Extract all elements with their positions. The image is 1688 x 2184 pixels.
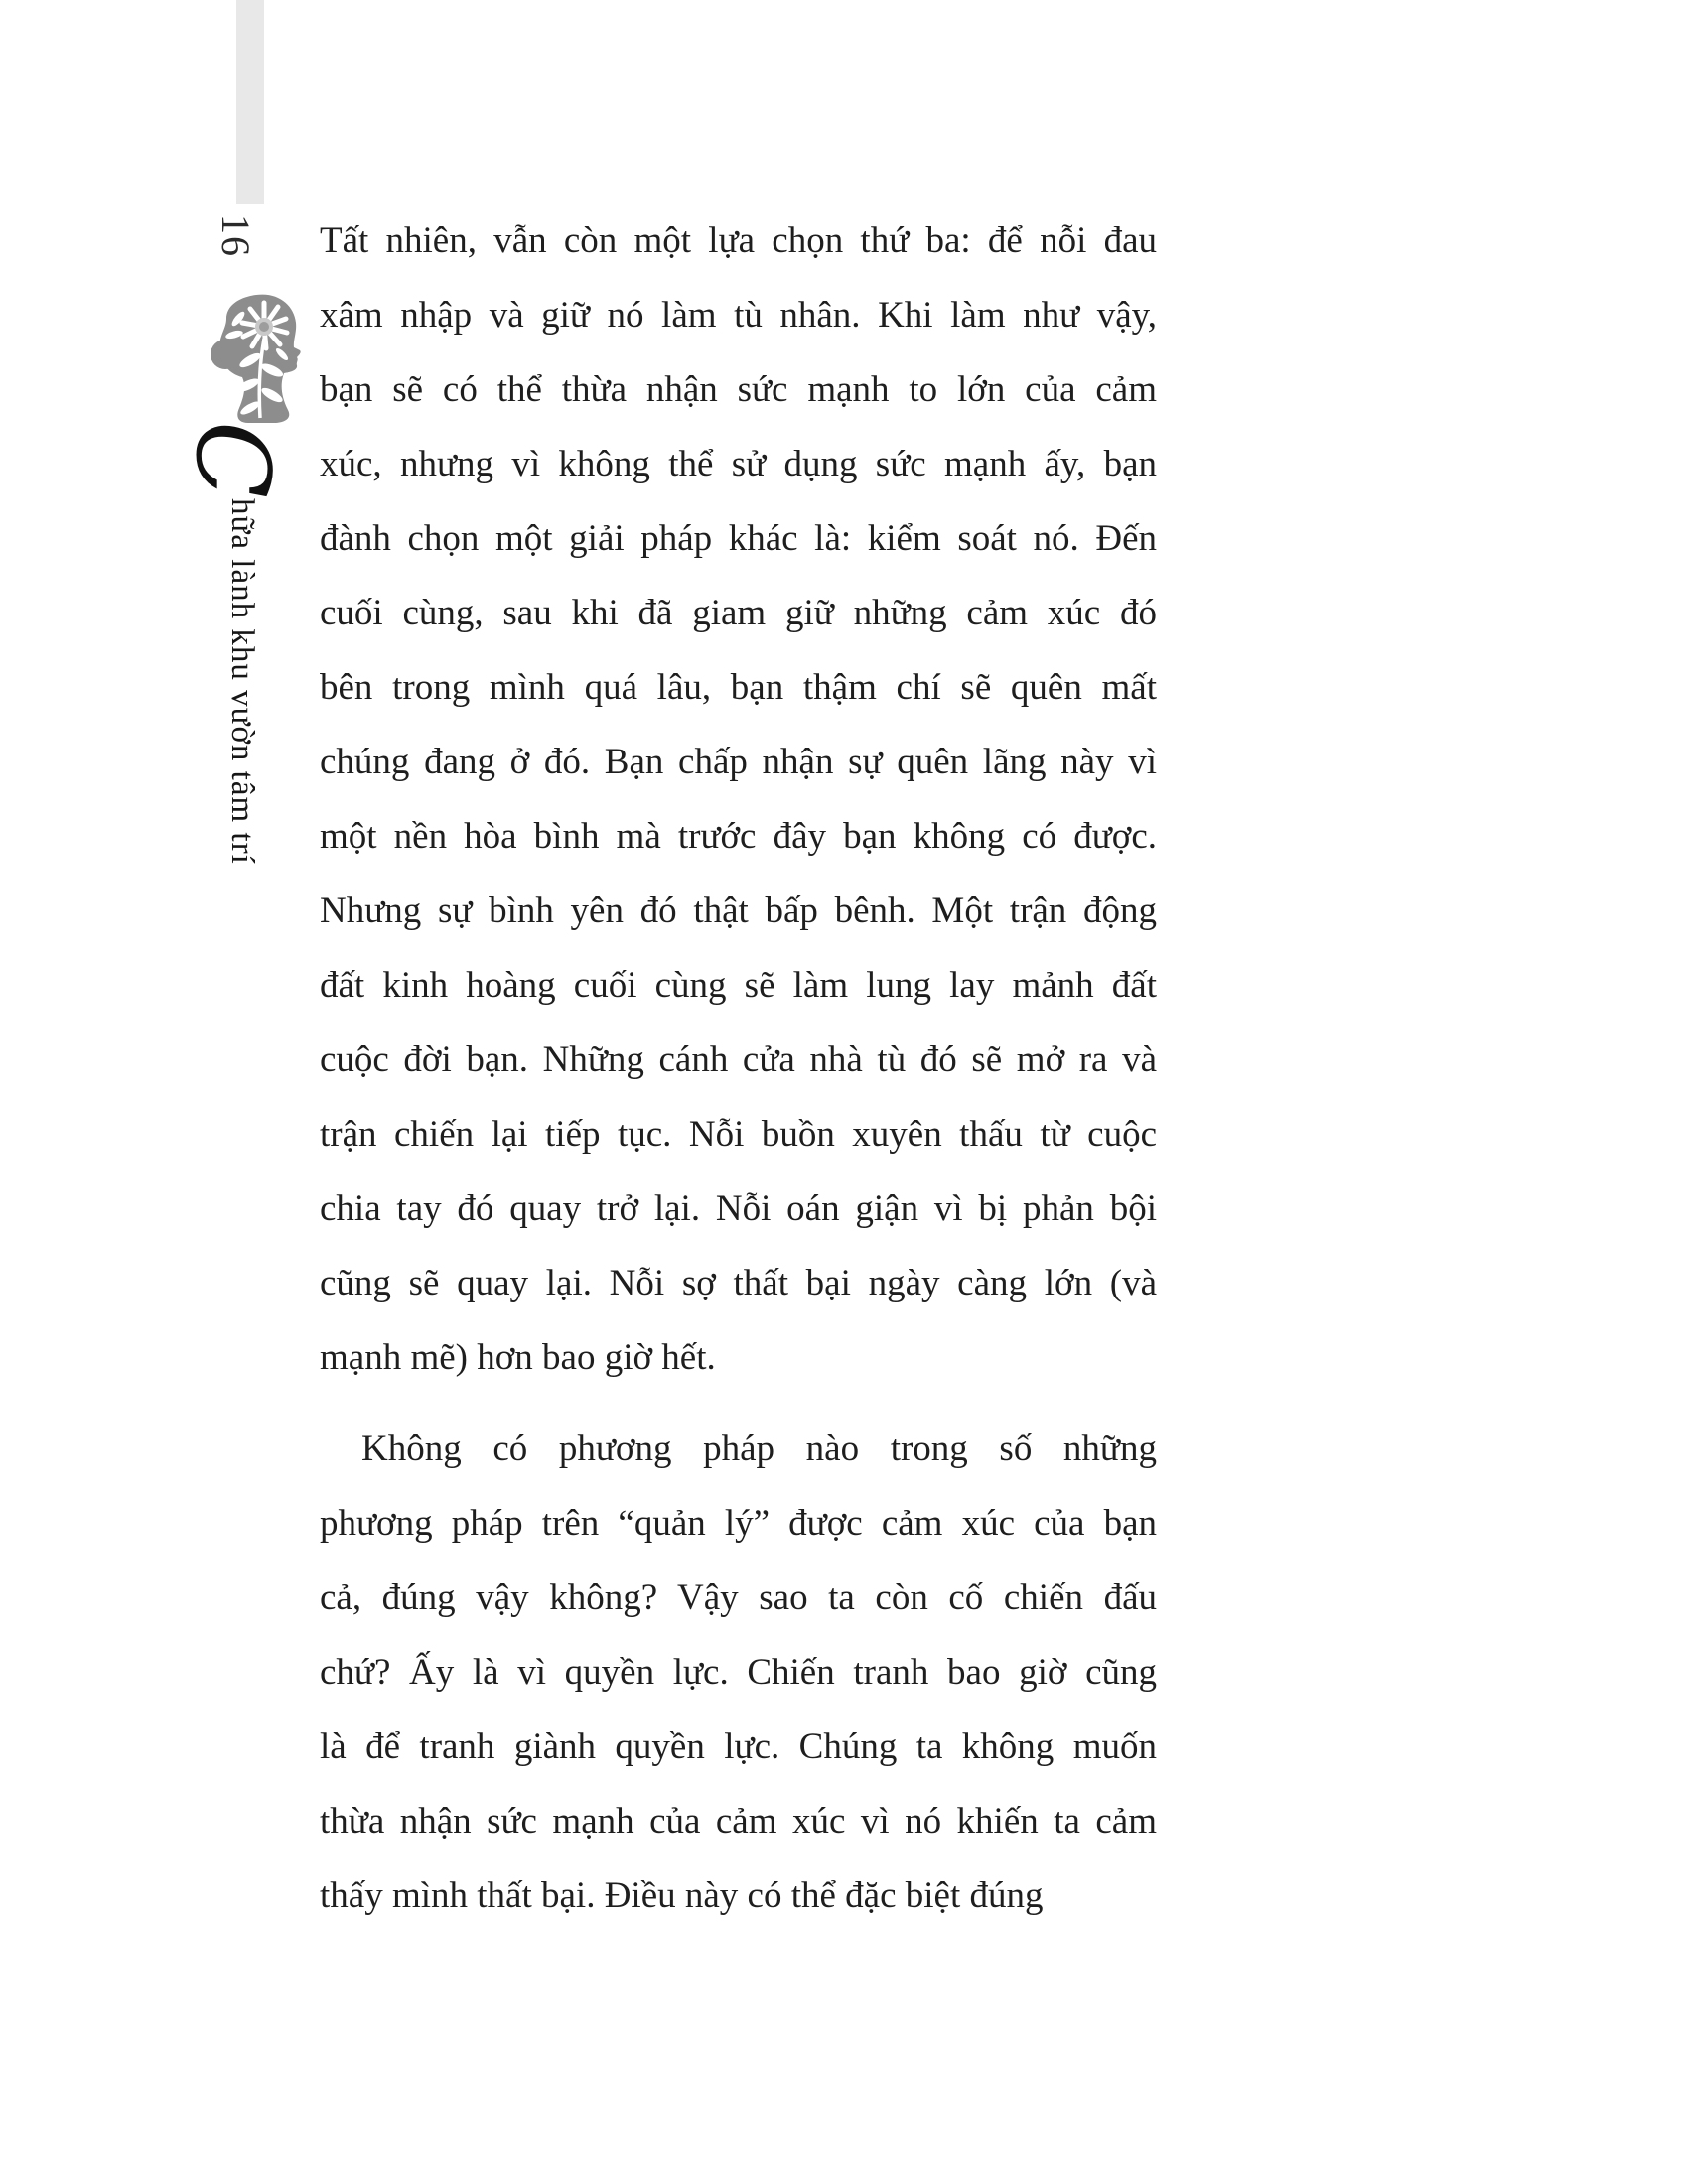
text-line: cuối cùng, sau khi đã giam giữ những cảm xúc đó [320, 593, 1157, 633]
text-line: đất kinh hoàng cuối cùng sẽ làm lung lay mảnh đất [320, 965, 1157, 1006]
text-line: cả, đúng vậy không? Vậy sao ta còn cố chiến đấu [320, 1577, 1157, 1618]
text-line: Tất nhiên, vẫn còn một lựa chọn thứ ba: để nỗi đau [320, 220, 1157, 261]
text-line: một nền hòa bình mà trước đây bạn không có được. [320, 816, 1157, 857]
text-line: Nhưng sự bình yên đó thật bấp bênh. Một trận động [320, 890, 1157, 931]
text-line: thấy mình thất bại. Điều này có thể đặc biệt đúng [320, 1875, 1044, 1916]
book-title: hữa lành khu vườn tâm trí [224, 498, 260, 865]
text-line: xâm nhập và giữ nó làm tù nhân. Khi làm như vậy, [320, 295, 1157, 336]
body-text [320, 204, 1157, 1933]
chapter-marker-bar [236, 0, 264, 204]
text-line: là để tranh giành quyền lực. Chúng ta không muốn [320, 1726, 1157, 1767]
text-line: xúc, nhưng vì không thể sử dụng sức mạnh ấy, bạn [320, 444, 1157, 484]
text-line: trận chiến lại tiếp tục. Nỗi buồn xuyên thấu từ cuộc [320, 1114, 1157, 1155]
text-line: Không có phương pháp nào trong số những [361, 1429, 1157, 1469]
paragraph [320, 204, 1157, 1395]
text-line: bạn sẽ có thể thừa nhận sức mạnh to lớn của cảm [320, 369, 1157, 410]
text-line: cuộc đời bạn. Những cánh cửa nhà tù đó sẽ mở ra và [320, 1039, 1157, 1080]
text-line: chúng đang ở đó. Bạn chấp nhận sự quên lãng này vì [320, 742, 1157, 782]
book-title-initial: C [173, 421, 291, 499]
page-number: 16 [213, 214, 258, 258]
text-line: bên trong mình quá lâu, bạn thậm chí sẽ quên mất [320, 667, 1157, 708]
woman-flower-ornament-icon [209, 291, 304, 424]
text-line: thừa nhận sức mạnh của cảm xúc vì nó khiến ta cảm [320, 1801, 1157, 1842]
text-line: mạnh mẽ) hơn bao giờ hết. [320, 1337, 716, 1378]
text-line: đành chọn một giải pháp khác là: kiểm soát nó. Đến [320, 518, 1157, 559]
text-line: phương pháp trên “quản lý” được cảm xúc của bạn [320, 1503, 1157, 1544]
text-line: chia tay đó quay trở lại. Nỗi oán giận vì bị phản bội [320, 1188, 1157, 1229]
text-line: chứ? Ấy là vì quyền lực. Chiến tranh bao giờ cũng [320, 1652, 1157, 1693]
text-line: cũng sẽ quay lại. Nỗi sợ thất bại ngày càng lớn (và [320, 1263, 1157, 1303]
paragraph [320, 1412, 1157, 1933]
